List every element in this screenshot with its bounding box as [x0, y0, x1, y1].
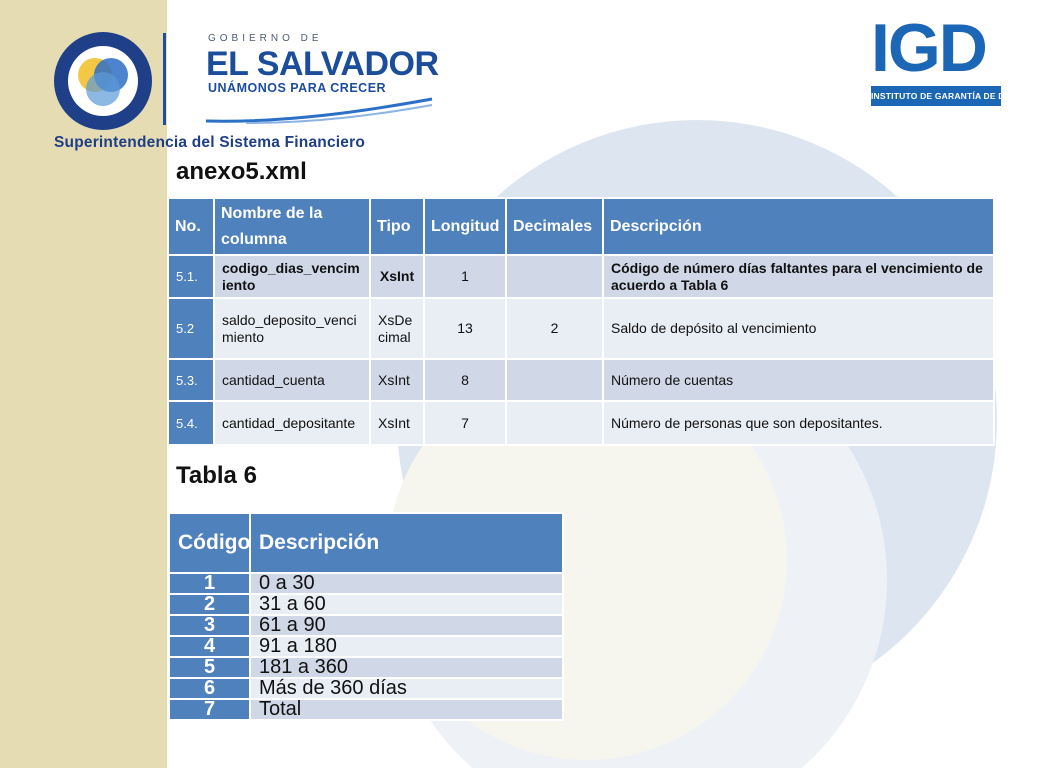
- column-header-decimals: Decimales: [506, 198, 603, 255]
- field-decimals: [506, 401, 603, 445]
- section-title: anexo5.xml: [176, 158, 307, 185]
- table-header-row: [168, 198, 994, 255]
- field-name: cantidad_depositante: [214, 401, 370, 445]
- column-header-description: Descripción: [250, 513, 563, 573]
- row-number: 5.2: [168, 298, 214, 359]
- codes-table: [168, 512, 564, 721]
- header-divider: [163, 33, 166, 125]
- table-row: [169, 636, 563, 657]
- code-cell: 7: [169, 699, 250, 720]
- column-header-length: Longitud: [424, 198, 506, 255]
- code-cell: 4: [169, 636, 250, 657]
- field-description: Saldo de depósito al vencimiento: [603, 298, 994, 359]
- table-row: [169, 657, 563, 678]
- column-header-no: No.: [168, 198, 214, 255]
- table-row: [168, 359, 994, 401]
- row-number: 5.4.: [168, 401, 214, 445]
- code-cell: 5: [169, 657, 250, 678]
- field-name: cantidad_cuenta: [214, 359, 370, 401]
- ssf-name: Superintendencia del Sistema Financiero: [54, 134, 365, 151]
- field-type: XsInt: [370, 401, 424, 445]
- description-cell: 181 a 360: [250, 657, 563, 678]
- tabla6-title: Tabla 6: [176, 462, 257, 489]
- slogan: UNÁMONOS PARA CRECER: [208, 81, 387, 95]
- description-cell: Más de 360 días: [250, 678, 563, 699]
- country-name: EL SALVADOR: [206, 45, 439, 83]
- row-number: 5.3.: [168, 359, 214, 401]
- table-row: [169, 594, 563, 615]
- table-row: [169, 573, 563, 594]
- field-decimals: [506, 255, 603, 298]
- table-row: [169, 699, 563, 720]
- field-description: Número de cuentas: [603, 359, 994, 401]
- codes-header-row: [169, 513, 563, 573]
- field-length: 1: [424, 255, 506, 298]
- ssf-seal-icon: [52, 30, 154, 132]
- description-cell: 91 a 180: [250, 636, 563, 657]
- table-row: [169, 615, 563, 636]
- gobierno-label: GOBIERNO DE: [208, 33, 323, 44]
- field-type: XsInt: [370, 255, 424, 298]
- column-header-name: Nombre de la columna: [214, 198, 370, 255]
- field-decimals: [506, 359, 603, 401]
- table-row: [168, 298, 994, 359]
- fields-table: [167, 197, 995, 446]
- row-number: 5.1.: [168, 255, 214, 298]
- code-cell: 6: [169, 678, 250, 699]
- field-description: Código de número días faltantes para el vencimiento de acuerdo a Tabla 6: [603, 255, 994, 298]
- table-row: [168, 401, 994, 445]
- description-cell: 31 a 60: [250, 594, 563, 615]
- code-cell: 3: [169, 615, 250, 636]
- field-name: codigo_dias_vencimiento: [214, 255, 370, 298]
- field-description: Número de personas que son depositantes.: [603, 401, 994, 445]
- column-header-description: Descripción: [603, 198, 994, 255]
- table-row: [169, 678, 563, 699]
- description-cell: Total: [250, 699, 563, 720]
- field-decimals: 2: [506, 298, 603, 359]
- field-length: 8: [424, 359, 506, 401]
- igd-full-name: INSTITUTO DE GARANTÍA DE DEPÓSITOS: [871, 86, 1001, 106]
- field-length: 7: [424, 401, 506, 445]
- code-cell: 1: [169, 573, 250, 594]
- column-header-type: Tipo: [370, 198, 424, 255]
- description-cell: 61 a 90: [250, 615, 563, 636]
- field-name: saldo_deposito_vencimiento: [214, 298, 370, 359]
- swoosh-graphic: [206, 97, 434, 127]
- code-cell: 2: [169, 594, 250, 615]
- field-type: XsDecimal: [370, 298, 424, 359]
- igd-logo: IGD: [871, 10, 986, 86]
- description-cell: 0 a 30: [250, 573, 563, 594]
- column-header-code: Código: [169, 513, 250, 573]
- field-length: 13: [424, 298, 506, 359]
- field-type: XsInt: [370, 359, 424, 401]
- table-row: [168, 255, 994, 298]
